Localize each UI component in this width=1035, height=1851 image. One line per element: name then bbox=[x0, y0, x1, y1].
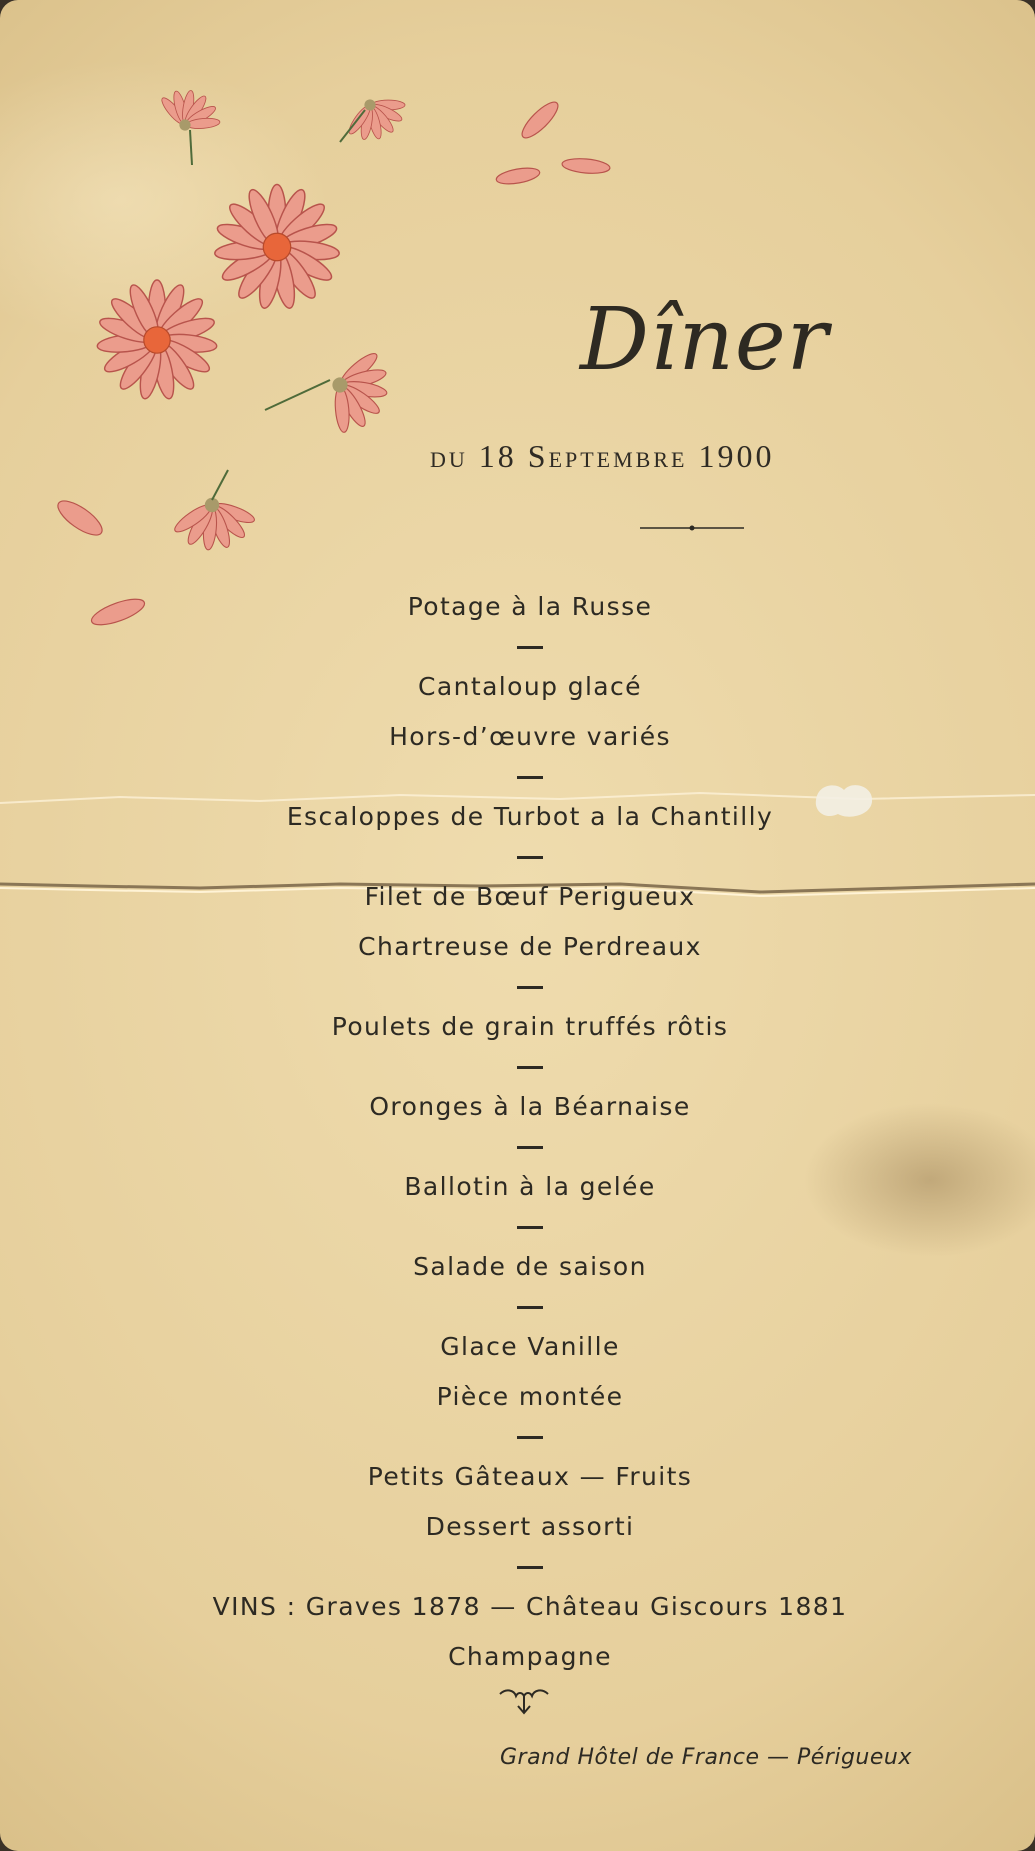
course-separator bbox=[140, 762, 920, 792]
menu-item: Filet de Bœuf Perigueux bbox=[364, 882, 696, 911]
menu-item: Poulets de grain truffés rôtis bbox=[331, 1012, 729, 1041]
menu-item: Ballotin à la gelée bbox=[404, 1172, 656, 1201]
footer-hotel: Grand Hôtel de France — Périgueux bbox=[500, 1745, 912, 1770]
menu-item: VINS : Graves 1878 — Château Giscours 1881 bbox=[212, 1592, 848, 1621]
fleuron-ornament-icon bbox=[496, 1686, 552, 1716]
menu-item: Glace Vanille bbox=[440, 1332, 620, 1361]
rule-ornament-icon bbox=[638, 520, 746, 536]
menu-item: Dessert assorti bbox=[425, 1512, 635, 1541]
menu-item: Oronges à la Béarnaise bbox=[369, 1092, 691, 1121]
menu-list bbox=[140, 582, 920, 1682]
course-separator bbox=[140, 1422, 920, 1452]
course-separator bbox=[140, 972, 920, 1002]
menu-item: Cantaloup glacé bbox=[418, 672, 642, 701]
menu-item: Petits Gâteaux — Fruits bbox=[367, 1462, 693, 1491]
course-separator bbox=[140, 1052, 920, 1082]
course-separator bbox=[140, 1132, 920, 1162]
course-separator bbox=[140, 842, 920, 872]
course-separator bbox=[140, 1292, 920, 1322]
menu-item: Champagne bbox=[448, 1642, 612, 1671]
menu-item: Escaloppes de Turbot a la Chantilly bbox=[286, 802, 774, 831]
menu-item: Potage à la Russe bbox=[407, 592, 653, 621]
menu-title: Dîner bbox=[580, 290, 829, 390]
course-separator bbox=[140, 1212, 920, 1242]
menu-item: Chartreuse de Perdreaux bbox=[358, 932, 702, 961]
course-separator bbox=[140, 1552, 920, 1582]
menu-item: Pièce montée bbox=[436, 1382, 624, 1411]
menu-date: du 18 Septembre 1900 bbox=[430, 438, 775, 474]
menu-item: Hors-d’œuvre variés bbox=[389, 722, 671, 751]
menu-item: Salade de saison bbox=[413, 1252, 647, 1281]
daisy-flower-icon bbox=[40, 50, 420, 650]
petal-icon bbox=[480, 90, 630, 200]
course-separator bbox=[140, 632, 920, 662]
